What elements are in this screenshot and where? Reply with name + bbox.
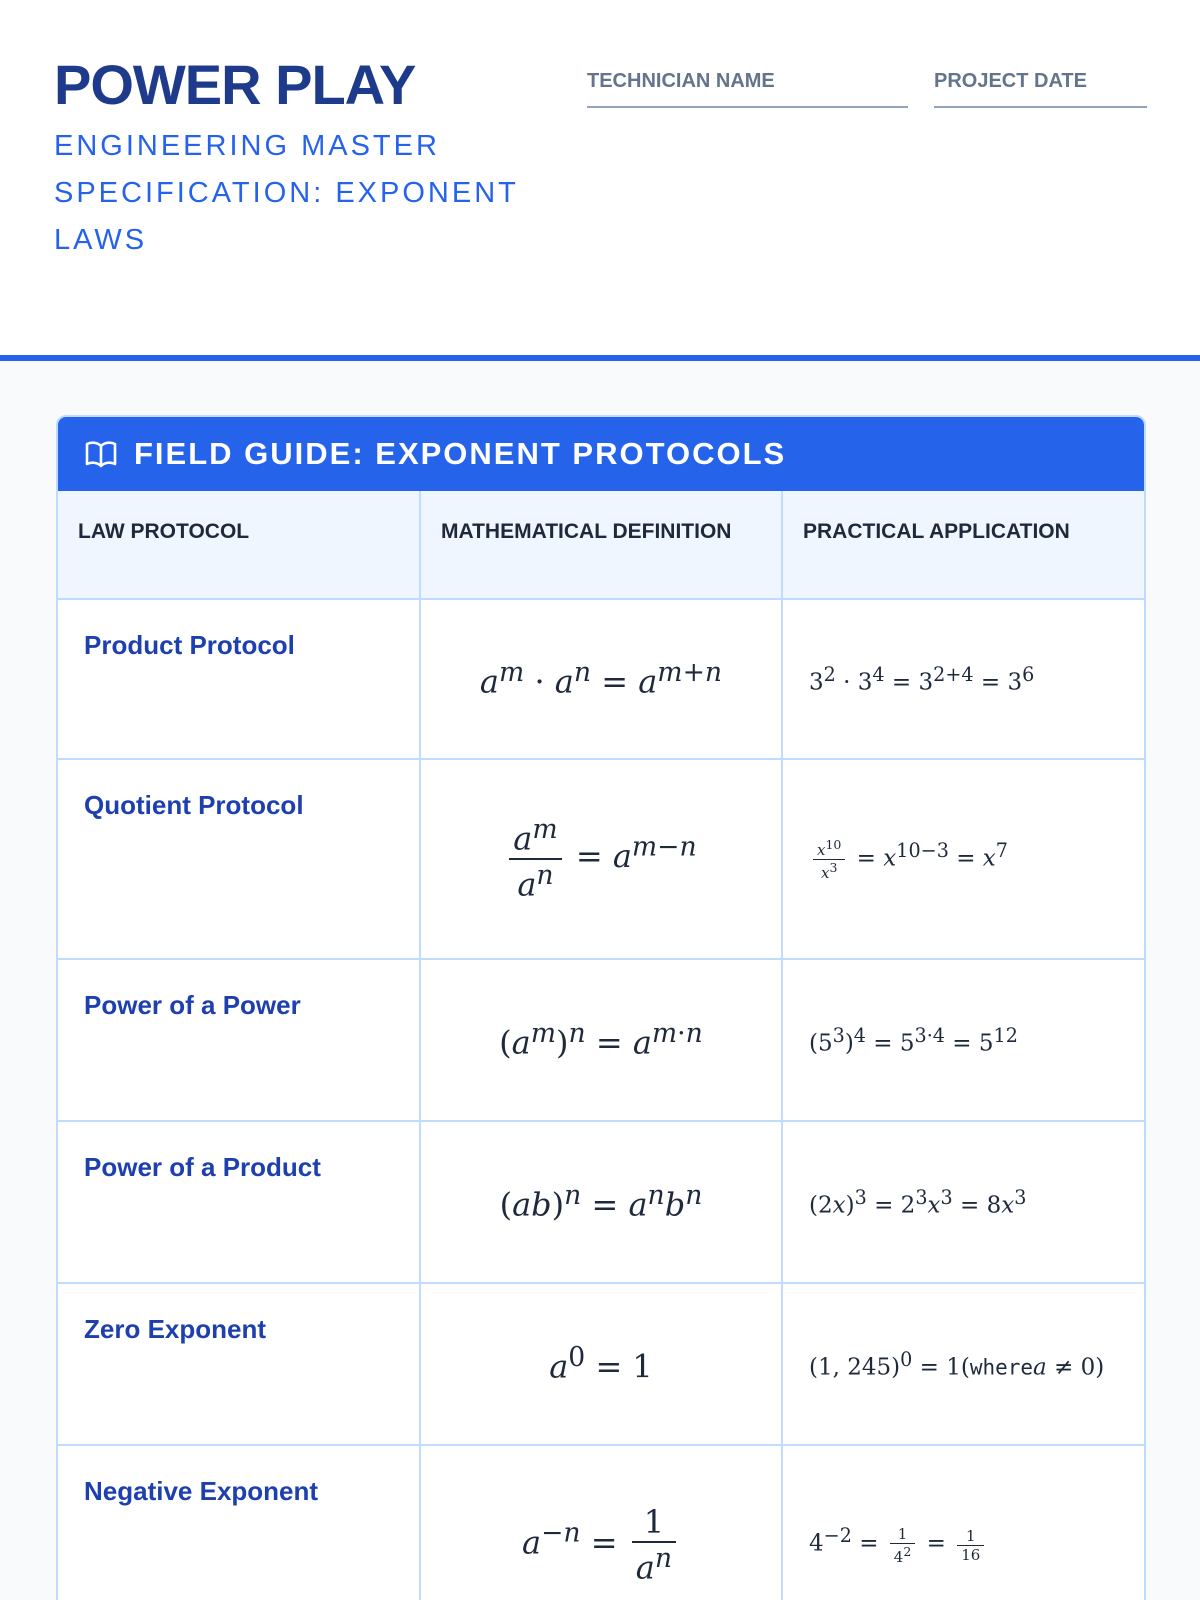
open-book-icon: [84, 439, 118, 469]
table-row: [58, 1121, 1144, 1283]
table-row: [58, 1445, 1144, 1600]
law-example: (1, 245)$^0$ = 1(wherea ≠ 0): [782, 1283, 1144, 1445]
page-subtitle: ENGINEERING MASTER SPECIFICATION: EXPONENT LAWS: [54, 130, 519, 256]
table-row: [58, 1283, 1144, 1445]
column-header-application: PRACTICAL APPLICATION: [782, 491, 1144, 599]
exponent-laws-table: [58, 491, 1144, 1600]
law-example: $(5^3)^4 = 5^{3\cdot 4} = 5^{12}$: [782, 959, 1144, 1121]
table-row: [58, 599, 1144, 759]
law-definition: $a^{-n}$ = $\frac{1}{a^n}$: [420, 1445, 782, 1600]
table-header-row: [58, 491, 1144, 599]
project-date-field[interactable]: PROJECT DATE: [934, 70, 1147, 108]
law-name: Power of a Product: [58, 1121, 420, 1283]
law-definition: $(a^m)^n = a^{m\cdot n}$: [420, 959, 782, 1121]
field-guide-header: [58, 417, 1144, 491]
law-name: Negative Exponent: [58, 1445, 420, 1600]
law-definition: $\frac{a^m}{a^n}$ = $a^{m-n}$: [420, 759, 782, 959]
law-name: Power of a Power: [58, 959, 420, 1121]
technician-name-field[interactable]: TECHNICIAN NAME: [587, 70, 908, 108]
law-name: Quotient Protocol: [58, 759, 420, 959]
page-header: [0, 0, 1200, 361]
column-header-definition: MATHEMATICAL DEFINITION: [420, 491, 782, 599]
law-example: $4^{-2}$ = $\frac{1}{4^2}$ = $\frac{1}{16}$: [782, 1445, 1144, 1600]
law-example: $(2x)^3 = 2^3x^3 = 8x^3$: [782, 1121, 1144, 1283]
law-example: $3^2 \cdot 3^4 = 3^{2+4} = 3^6$: [782, 599, 1144, 759]
field-guide-title: FIELD GUIDE: EXPONENT PROTOCOLS: [134, 436, 787, 471]
zero-exponent-note: where: [969, 1355, 1034, 1380]
table-row: [58, 759, 1144, 959]
field-guide-card: [56, 415, 1146, 1600]
column-header-law: LAW PROTOCOL: [58, 491, 420, 599]
page-title: POWER PLAY: [54, 53, 416, 116]
law-definition: $a^0 = 1$: [420, 1283, 782, 1445]
law-name: Product Protocol: [58, 599, 420, 759]
law-name: Zero Exponent: [58, 1283, 420, 1445]
table-row: [58, 959, 1144, 1121]
law-definition: $(ab)^n = a^nb^n$: [420, 1121, 782, 1283]
law-example: $\frac{x^{10}}{x^3}$ = $x^{10-3} = x^7$: [782, 759, 1144, 959]
law-definition: $a^m \cdot a^n = a^{m+n}$: [420, 599, 782, 759]
